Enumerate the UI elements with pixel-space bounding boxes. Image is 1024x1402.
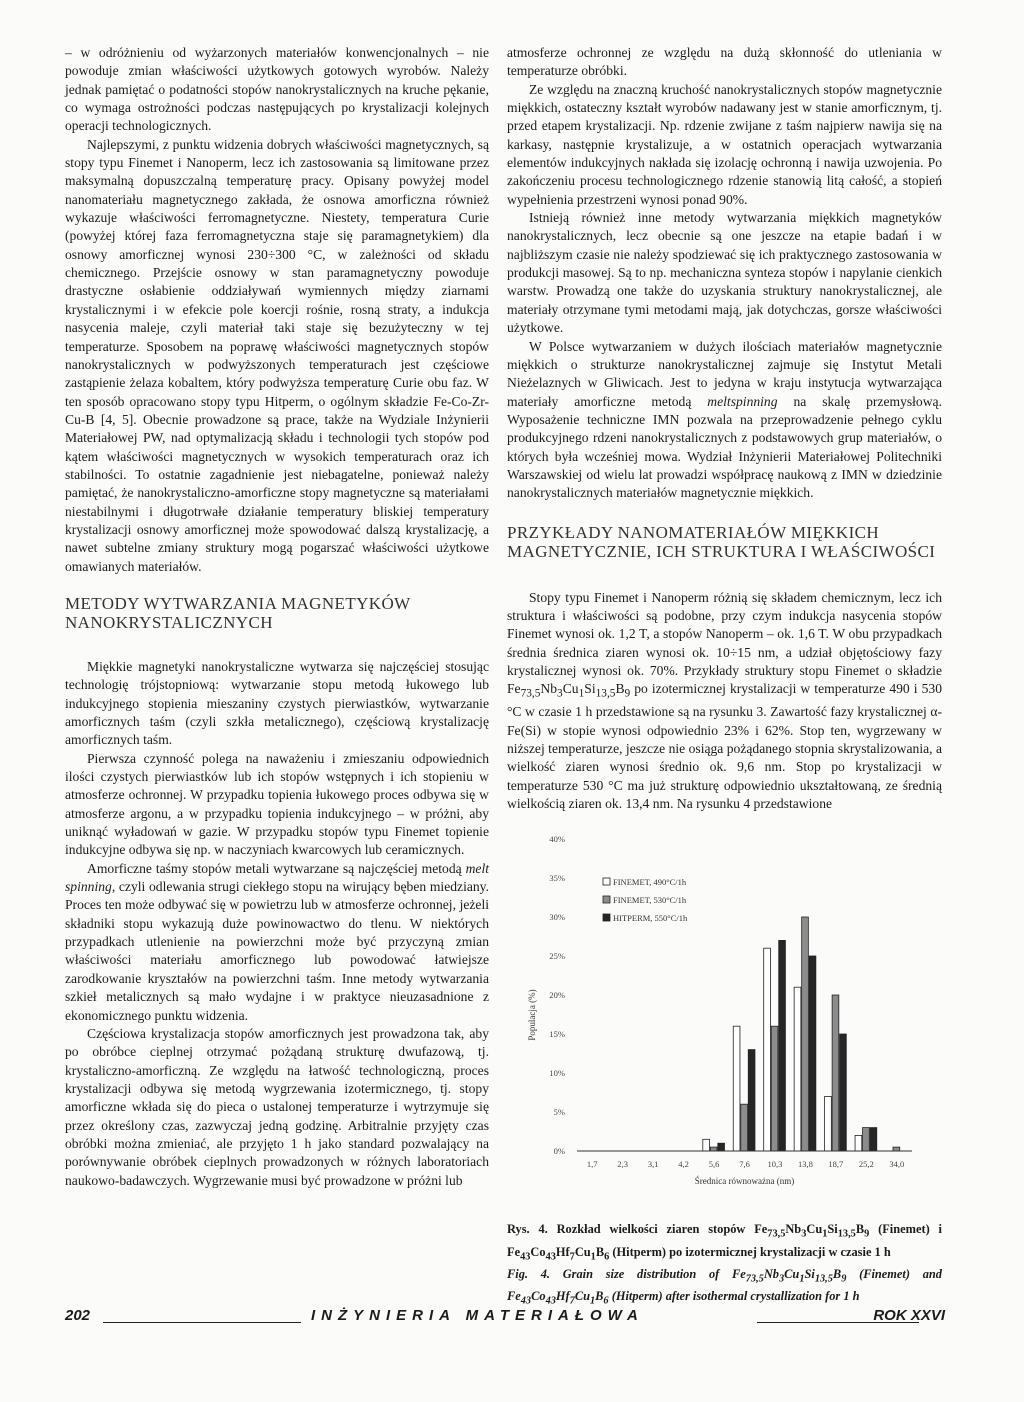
bar [832, 995, 839, 1151]
caption-text: Co [531, 1289, 546, 1304]
x-axis-ticks [587, 1159, 904, 1169]
paragraph: Najlepszymi, z punktu widzenia dobrych właściwości magnetycznych, są stopy typu Finemet i Nanoperm, lecz ich zastosowania są limitowane przez maksymalną dopuszczalną temperaturę pracy. Opisany powyżej model nanomateriału magnetycznego zakłada, że osnowa amorficzna również wykazuje właściwości ferromagnetyczne. Niestety, temperatura Curie (powyżej której faza ferromagnetyczna staje się paramagnetykiem) dla osnowy amorficznej wynosi 230÷300 °C, w zależności od składu chemicznego. Przejście osnowy w stan paramagnetyczny powoduje drastyczne osłabienie oddziaływań wymiennych między ziarnami krystalicznymi i w efekcie pole koercji rośnie, rosną straty, a indukcja nasycenia maleje, czyli materiał taki staje się bezużyteczny w tej temperaturze. Sposobem na poprawę właściwości magnetycznych stopów nanokrystalicznych w podwyższonych temperaturach jest częściowe zastąpienie żelaza kobaltem, który podwyższa temperaturę Curie obu faz. W ten sposób opracowano stopy typu Hitperm, o ogólnym składzie Fe-Co-Zr-Cu-B [4, 5]. Obecnie prowadzone są prace, także na Wydziale Inżynierii Materiałowej PW, nad optymalizacją składu i technologii tych stopów pod kątem właściwości magnetycznych w wysokich temperaturach oraz ich stabilności. To ostatnie zagadnienie jest niebagatelne, ponieważ należy pamiętać, że nanokrystaliczno-amorficzne stopy magnetyczne są materiałami niestabilnymi i długotrwałe działanie temperatury bliskiej temperatury krystalizacji osnowy amorficznej może spowodować dalszą krystalizację, a nawet subtelne zmiany struktury mogą pogarszać właściwości użytkowe omawianych materiałów. [65, 136, 489, 574]
x-tick-label: 4,2 [678, 1159, 689, 1170]
x-tick-label: 34,0 [889, 1159, 905, 1170]
figure-caption [507, 1221, 942, 1310]
paragraph: atmosferze ochronnej ze względu na dużą skłonność do utleniania w temperaturze obróbki. [507, 45, 942, 79]
paragraph: – w odróżnieniu od wyżarzonych materiałów konwencjonalnych – nie powoduje zmian właściwości użytkowych gotowych wyrobów. Należy jednak pamiętać o podatności stopów nanokrystalicznych na kruche pękanie, co wymaga ostrożności podczas następujących po krystalizacji kolejnych operacji technologicznych. [65, 45, 489, 134]
caption-text: (Hitperm) po izotermicznej krystalizacji w czasie 1 h [609, 1244, 891, 1259]
bar [794, 988, 801, 1152]
caption-text: Co [530, 1244, 546, 1259]
text-run: W Polsce wytwarzaniem w dużych ilościach materiałów magnetycznie miękkich o strukturze nanokrystalicznej zajmuje się Instytut Metali Nieżelaznych w Gliwicach. Jest to jedyna w kraju instytucja wytwarzająca materiały amorficzne metodą [507, 338, 942, 409]
y-tick-label: 30% [549, 912, 565, 923]
text-run: , czyli odlewania strugi ciekłego stopu na wirujący bęben miedziany. Proces ten może odbywać się w powietrzu lub w atmosferze ochronnej, jeżeli składniki stopu wykazują duże powinowactwo do tlenu. W niektórych przypadkach utlenienie na powierzchni może być przyczyną zmian właściwości materiału amorficznego lub powodować łatwiejsze zarodkowanie kryształów na powierzchni taśm. Inne metody wytwarzania szkieł metalicznych są mało wydajne i w praktyce nieuzasadnione z ekonomicznego punktu widzenia. [65, 879, 489, 1023]
caption-sub: 13,5 [837, 1228, 856, 1240]
emphasis: melt spinning [65, 860, 489, 895]
caption-text: B [595, 1244, 605, 1259]
caption-text: Cu [574, 1289, 590, 1304]
formula-sub: 13,5 [595, 688, 616, 701]
bar [863, 1128, 870, 1151]
text-run: Stopy typu Finemet i Nanoperm różnią się składem chemicznym, lecz ich struktura i właściwości są podobne, przy czym indukcja nasycenia stopów Finemet wynosi ok. 1,2 T, a stopów Nanoperm – ok. 1,6 T. W obu przypadkach średnia średnica ziaren wynosi ok. 10÷15 nm, a udział objętościowy fazy krystalicznej wynosi ok. 70%. Przykłady struktury stopu Finemet o składzie [507, 589, 942, 678]
emphasis: meltspinning [707, 393, 778, 409]
caption-text: Cu [806, 1222, 823, 1237]
left-column [65, 44, 489, 1190]
caption-sub: 9 [841, 1273, 847, 1285]
caption-sub: 73,5 [767, 1228, 786, 1240]
paragraph [65, 860, 489, 1025]
bars [703, 917, 900, 1151]
formula-part: Cu [562, 681, 579, 697]
bar [893, 1148, 900, 1152]
caption-text: (Hitperm) after isothermal crystallization for 1 h [608, 1289, 860, 1304]
section-heading: METODY WYTWARZANIA MAGNETYKÓW NANOKRYSTALICZNYCH [65, 593, 411, 632]
figure-4-chart [507, 827, 942, 1219]
formula-part: Si [584, 681, 596, 697]
formula-part: Nb [540, 681, 558, 697]
caption-sub: 43 [520, 1295, 532, 1307]
x-tick-label: 2,3 [617, 1159, 628, 1170]
caption-text: Cu [574, 1244, 591, 1259]
y-tick-label: 35% [549, 873, 565, 884]
x-axis-label: Średnica równoważna (nm) [694, 1176, 795, 1187]
caption-text: Hf [555, 1289, 570, 1304]
caption-text: Nb [763, 1266, 779, 1281]
x-tick-label: 13,8 [797, 1159, 813, 1170]
paragraph: Miękkie magnetyki nanokrystaliczne wytwarza się najczęściej stosując technologię trójstopniową: wytwarzanie stopu metodą łukowego lub indukcyjnego stopienia mieszaniny czystych pierwiastków, wytwarzanie amorficznych taśm (czyli szkła metalicznego), częściową krystalizację amorficznych taśm. [65, 658, 489, 748]
y-tick-label: 10% [549, 1068, 565, 1079]
text-run: na skalę przemysłową. Wyposażenie techniczne IMN pozwala na przeprowadzenie pełnego cyklu produkcyjnego rdzeni nanokrystalicznych z podstawowych grup materiałów, o których była wcześniej mowa. Wydział Inżynierii Materiałowej Politechniki Warszawskiej od wielu lat prowadzi współpracę naukową z IMN w dziedzinie nanokrystalicznych materiałów magnetycznie miękkich. [507, 393, 942, 501]
text-run: Amorficzne taśmy stopów metali wytwarzane są najczęściej metodą [87, 860, 462, 876]
paragraph: Ze względu na znaczną kruchość nanokrystalicznych stopów magnetycznie miękkich, ostateczny kształt wyrobów nadawany jest w stanie amorficznym, tj. przed etapem krystalizacji. Np. rdzenie zwijane z taśm najpierw nawija się na karkasy, następnie krystalizuje, a w ostatnich operacjach wytwarzania elementów indukcyjnych nakłada się izolację ochronną i nawija uzwojenia. Po zakończeniu procesu technologicznego rdzenie stanowią litą całość, a stopień wypełnienia przestrzeni wynosi ponad 90%. [507, 81, 942, 207]
caption-sub: 6 [604, 1251, 610, 1263]
bar [825, 1097, 832, 1152]
paragraph [507, 338, 942, 503]
paragraph: Istnieją również inne metody wytwarzania miękkich magnetyków nanokrystalicznych, lecz obecnie są one jeszcze na etapie badań i w najbliższym czasie nie należy spodziewać się ich praktycznego zastosowania w produkcji masowej. Są to np. mechaniczna synteza stopów i napylanie cienkich warstw. Prowadzą one także do uzyskania struktury nanokrystalicznej, ale materiały otrzymane tymi metodami mają, jak dotychczas, gorsze właściwości użytkowe. [507, 210, 942, 336]
caption-text: Rys. 4. Rozkład wielkości ziaren stopów Fe [507, 1222, 768, 1237]
y-tick-label: 20% [549, 990, 565, 1001]
bar [870, 1128, 877, 1151]
caption-sub: 1 [589, 1295, 596, 1307]
legend-swatch [603, 878, 610, 885]
paragraph: Częściowa krystalizacja stopów amorficznych jest prowadzona tak, aby po obróbce cieplnej otrzymać pożądaną strukturę dwufazową, tj. krystaliczno-amorficzną. Ze względu na łatwość technologiczną, proces krystalizacji odbywa się metodą wygrzewania izotermicznego, tj. stopy amorficzne wkłada się do pieca o ustalonej temperaturze i wytrzymuje się przez określony czas, zazwyczaj jedną godzinę. Arbitralnie przyjęty czas obróbki można zmieniać, ale przyjęto 1 h jako standard pozwalający na porównywanie obróbek cieplnych prowadzonych w różnych laboratoriach naukowo-badawczych. Wygrzewanie musi być prowadzone w próżni lub [65, 1025, 489, 1188]
y-tick-label: 0% [553, 1146, 565, 1157]
caption-text: Hf [555, 1244, 570, 1259]
x-tick-label: 10,3 [767, 1159, 783, 1170]
bar [741, 1105, 748, 1152]
formula-part: Fe [507, 681, 521, 697]
caption-sub: 13,5 [814, 1273, 833, 1285]
caption-polish [507, 1221, 942, 1266]
page-footer [65, 1307, 945, 1327]
footer-rule [103, 1322, 301, 1323]
y-tick-label: 5% [553, 1107, 565, 1118]
caption-sub: 7 [569, 1251, 575, 1263]
legend [603, 877, 688, 923]
journal-title: INŻYNIERIA MATERIAŁOWA [311, 1307, 644, 1324]
bar [840, 1034, 847, 1151]
text-run: po izotermicznej krystalizacji w temperaturze 490 i 530 °C w czasie 1 h przedstawione są na rysunku 3. Zawartość fazy krystalicznej α-Fe(Si) w stopie wynosi odpowiednio 23% i 62%. Stop ten, wygrzewany w niższej temperaturze, jeszcze nie osiąga pożądanego stopnia skrystalizowania, a wielkość ziaren wynosi średnio ok. 9,6 nm. Stop po krystalizacji w temperaturze 530 °C ma już strukturę odpowiednio ukształtowaną, ze średnią wielkością ziaren ok. 13,4 nm. Na rysunku 4 przedstawione [507, 681, 942, 812]
paragraph [507, 589, 942, 814]
caption-text: (Finemet) i Fe [507, 1222, 942, 1259]
legend-label: FINEMET, 530°C/1h [613, 895, 687, 906]
caption-sub: 7 [569, 1295, 575, 1307]
formula-sub: 9 [624, 688, 631, 701]
legend-swatch [603, 896, 610, 903]
bar [779, 941, 786, 1152]
y-tick-label: 25% [549, 951, 565, 962]
grain-size-bar-chart [507, 827, 942, 1219]
y-tick-label: 40% [549, 834, 565, 845]
right-column [507, 44, 942, 1311]
caption-sub: 1 [590, 1251, 596, 1263]
caption-text: (Finemet) and Fe [507, 1266, 942, 1304]
caption-sub: 3 [779, 1273, 785, 1285]
y-axis-ticks [549, 834, 565, 1156]
x-tick-label: 5,6 [708, 1159, 720, 1170]
bar [802, 917, 809, 1151]
caption-sub: 43 [520, 1251, 531, 1263]
caption-text: B [595, 1289, 604, 1304]
formula-part: B [615, 681, 625, 697]
caption-text: B [855, 1222, 865, 1237]
caption-sub: 6 [603, 1295, 609, 1307]
section-heading: PRZYKŁADY NANOMATERIAŁÓW MIĘKKICH MAGNETYCZNIE, ICH STRUKTURA I WŁAŚCIWOŚCI [507, 522, 936, 561]
bar [855, 1136, 862, 1152]
caption-text: Si [804, 1266, 815, 1281]
formula-sub: 73,5 [520, 688, 541, 701]
legend-label: HITPERM, 550°C/1h [613, 913, 688, 924]
caption-sub: 3 [801, 1228, 807, 1240]
bar [718, 1144, 725, 1152]
legend-label: FINEMET, 490°C/1h [613, 877, 687, 888]
paragraph: Pierwsza czynność polega na naważeniu i zmieszaniu odpowiednich ilości czystych pierwiastków lub ich stopów wstępnych i ich stopieniu w atmosferze ochronnej. W przypadku topienia łukowego proces odbywa się w atmosferze argonu, a w przypadku topienia indukcyjnego – w próżni, aby uniknąć wyładowań w gazie. W przypadku stopów typu Finemet topienie indukcyjne odbywa się np. w naczyniach kwarcowych lub ceramicznych. [65, 750, 489, 858]
caption-text: Nb [785, 1222, 802, 1237]
x-tick-label: 7,6 [739, 1159, 750, 1170]
x-tick-label: 25,2 [858, 1159, 874, 1170]
legend-swatch [603, 914, 610, 921]
caption-sub: 9 [864, 1228, 870, 1240]
x-tick-label: 3,1 [647, 1159, 659, 1170]
formula-sub: 1 [578, 688, 585, 701]
caption-sub: 43 [545, 1295, 556, 1307]
caption-text: Cu [784, 1266, 800, 1281]
x-tick-label: 18,7 [828, 1159, 844, 1170]
y-axis-label: Populacja (%) [527, 989, 537, 1042]
caption-english [507, 1266, 942, 1311]
journal-volume: ROK XXVI [873, 1307, 945, 1324]
page-number: 202 [65, 1307, 91, 1324]
bar [771, 1027, 778, 1152]
bar [703, 1140, 710, 1152]
caption-sub: 43 [545, 1251, 556, 1263]
bar [710, 1148, 717, 1152]
caption-text: B [832, 1266, 842, 1281]
caption-sub: 1 [799, 1273, 805, 1285]
caption-sub: 73,5 [745, 1273, 764, 1285]
bar [748, 1050, 755, 1151]
y-tick-label: 15% [549, 1029, 565, 1040]
bar [764, 949, 771, 1152]
bar [809, 956, 816, 1151]
formula-sub: 3 [557, 688, 563, 701]
x-tick-label: 1,7 [586, 1159, 598, 1170]
caption-text: Si [827, 1222, 838, 1237]
caption-sub: 1 [822, 1228, 828, 1240]
bar [733, 1027, 740, 1152]
caption-text: Fig. 4. Grain size distribution of Fe [507, 1266, 746, 1281]
